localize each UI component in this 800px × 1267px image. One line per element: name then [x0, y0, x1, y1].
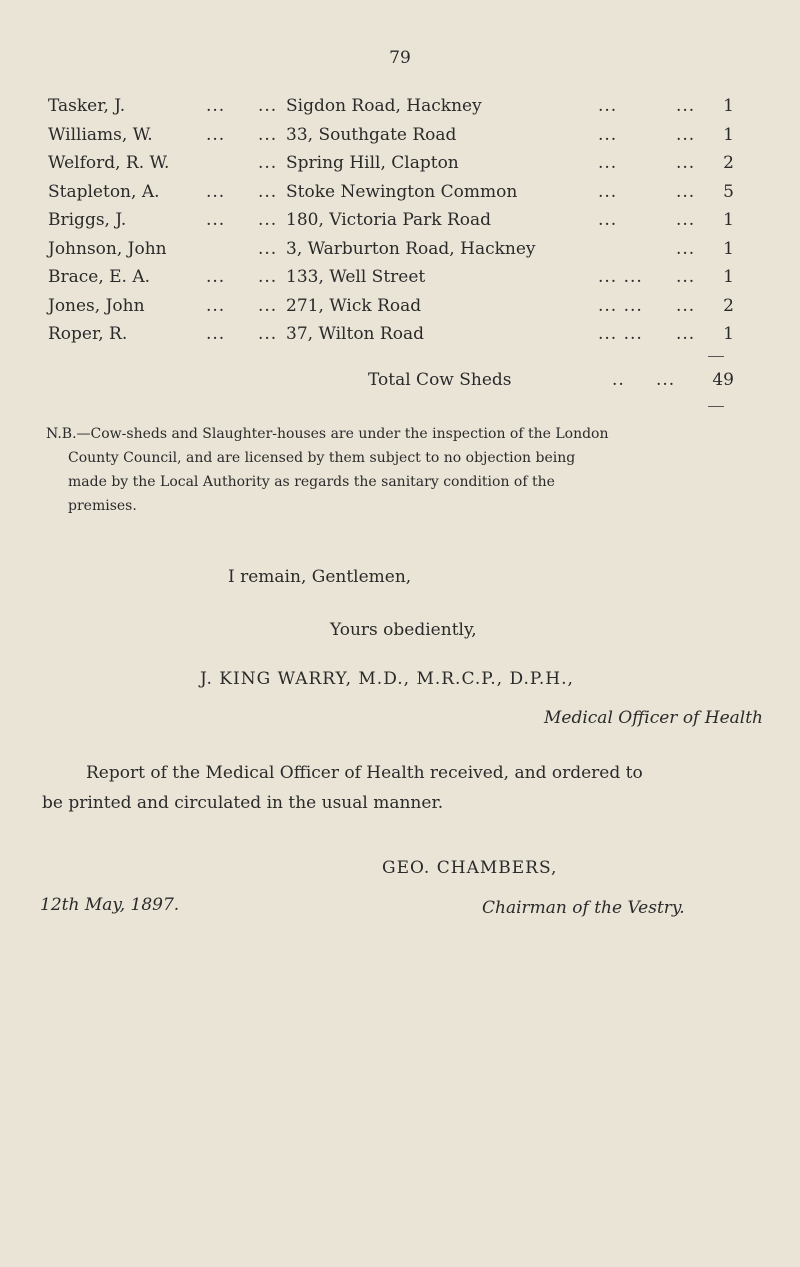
table-row — [48, 267, 738, 296]
signatory-name: J. KING WARRY, M.D., M.R.C.P., D.P.H., — [200, 669, 574, 689]
cow-sheds-table — [48, 96, 738, 353]
leader-dots: ... — [676, 324, 696, 344]
total-value: 49 — [712, 370, 734, 390]
leader-dots: ... — [676, 96, 696, 116]
page-number: 79 — [389, 48, 411, 68]
resolution-paragraph — [42, 758, 742, 818]
note-line: made by the Local Authority as regards the sanitary condition of the — [68, 474, 555, 490]
total-label: Total Cow Sheds — [368, 370, 512, 390]
leader-dots: ... — [258, 295, 278, 316]
leader-dots: ... — [206, 96, 226, 116]
total-leader-dots: ... — [656, 370, 676, 390]
leader-dots: ... — [258, 238, 278, 259]
leader-dots: ... — [206, 267, 226, 287]
address: 271, Wick Road — [286, 295, 422, 316]
cow-shed-count: 1 — [723, 96, 734, 116]
cow-shed-count: 1 — [723, 238, 734, 259]
address: Stoke Newington Common — [286, 181, 518, 202]
leader-dots: ... — [598, 124, 618, 145]
leader-dots: ... — [206, 124, 226, 145]
leader-dots: ... — [676, 124, 696, 145]
cow-shed-count: 2 — [723, 153, 734, 173]
cow-shed-count: 1 — [723, 324, 734, 344]
resolution-line: Report of the Medical Officer of Health received, and ordered to — [86, 763, 643, 783]
leader-dots: ... — [598, 96, 618, 116]
table-row — [48, 239, 738, 268]
resolution-line: be printed and circulated in the usual manner. — [42, 793, 444, 813]
table-row — [48, 324, 738, 353]
owner-name: Johnson, John — [48, 238, 167, 259]
leader-dots: ... — [598, 153, 618, 173]
cow-shed-count: 1 — [723, 124, 734, 145]
leader-dots: ... — [258, 181, 278, 202]
total-leader-dots: .. — [612, 370, 625, 390]
cow-shed-count: 1 — [723, 210, 734, 230]
owner-name: Roper, R. — [48, 324, 128, 344]
note-paragraph — [46, 422, 746, 518]
leader-dots: ... ... — [598, 267, 643, 287]
note-line: N.B.—Cow-sheds and Slaughter-houses are under the inspection of the London — [46, 426, 609, 442]
signatory-title: Medical Officer of Health — [544, 708, 763, 728]
leader-dots: ... — [258, 324, 278, 344]
note-line: premises. — [68, 498, 137, 514]
leader-dots: ... — [258, 267, 278, 287]
chairman-name: GEO. CHAMBERS, — [382, 858, 558, 878]
note-line: County Council, and are licensed by them subject to no objection being — [68, 450, 576, 466]
leader-dots: ... — [676, 238, 696, 259]
address: Spring Hill, Clapton — [286, 153, 459, 173]
leader-dots: ... — [676, 267, 696, 287]
leader-dots: ... — [598, 181, 618, 202]
leader-dots: ... — [598, 210, 618, 230]
table-row — [48, 296, 738, 325]
leader-dots: ... — [258, 124, 278, 145]
leader-dots: ... — [676, 295, 696, 316]
closing-yours: Yours obediently, — [330, 620, 477, 640]
owner-name: Briggs, J. — [48, 210, 127, 230]
address: 133, Well Street — [286, 267, 426, 287]
leader-dots: ... — [676, 181, 696, 202]
owner-name: Jones, John — [48, 295, 145, 316]
address: 3, Warburton Road, Hackney — [286, 238, 536, 259]
leader-dots: ... — [676, 153, 696, 173]
table-row — [48, 96, 738, 125]
leader-dots: ... ... — [598, 295, 643, 316]
leader-dots: ... ... — [598, 324, 643, 344]
total-row — [0, 370, 800, 400]
cow-shed-count: 2 — [723, 295, 734, 316]
owner-name: Tasker, J. — [48, 96, 126, 116]
owner-name: Williams, W. — [48, 124, 153, 145]
address: 180, Victoria Park Road — [286, 210, 492, 230]
address: Sigdon Road, Hackney — [286, 96, 482, 116]
table-row — [48, 210, 738, 239]
total-rule-top — [708, 356, 724, 357]
resolution-date: 12th May, 1897. — [40, 895, 180, 915]
address: 33, Southgate Road — [286, 124, 457, 145]
address: 37, Wilton Road — [286, 324, 424, 344]
closing-remain: I remain, Gentlemen, — [228, 567, 412, 587]
owner-name: Stapleton, A. — [48, 181, 160, 202]
cow-shed-count: 5 — [723, 181, 734, 202]
leader-dots: ... — [206, 295, 226, 316]
leader-dots: ... — [206, 181, 226, 202]
leader-dots: ... — [258, 153, 278, 173]
table-row — [48, 153, 738, 182]
table-row — [48, 182, 738, 211]
leader-dots: ... — [258, 96, 278, 116]
leader-dots: ... — [206, 210, 226, 230]
cow-shed-count: 1 — [723, 267, 734, 287]
leader-dots: ... — [676, 210, 696, 230]
total-rule-bottom — [708, 406, 724, 407]
leader-dots: ... — [258, 210, 278, 230]
owner-name: Brace, E. A. — [48, 267, 151, 287]
table-row — [48, 125, 738, 154]
leader-dots: ... — [206, 324, 226, 344]
owner-name: Welford, R. W. — [48, 153, 170, 173]
chairman-title: Chairman of the Vestry. — [482, 898, 685, 918]
